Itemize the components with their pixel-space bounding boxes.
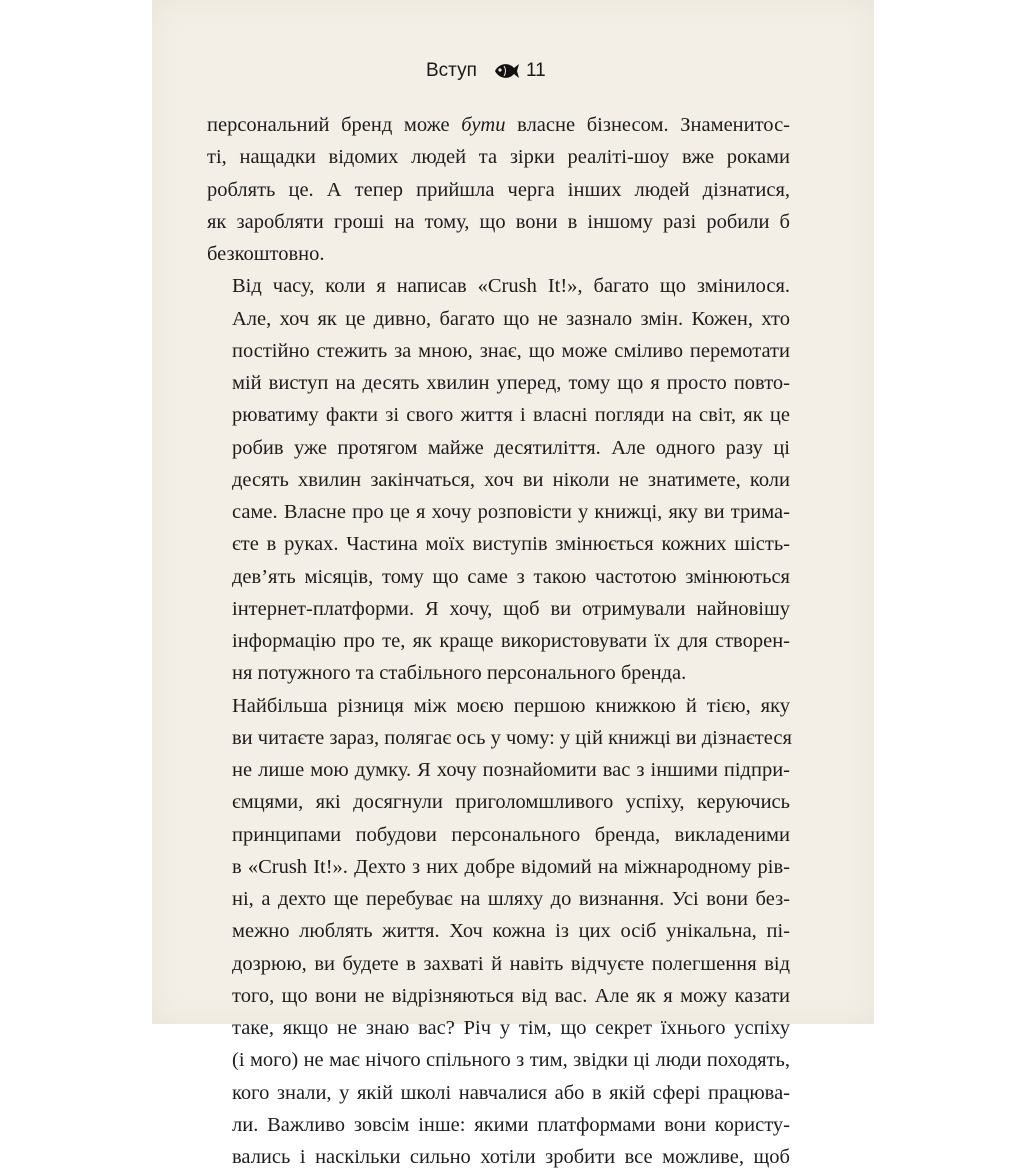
text-segment: таке, якщо не знаю вас? Річ у тім, що секрет їхнього успіху xyxy=(232,1017,790,1039)
text-segment: десять хвилин закінчаться, хоч ви ніколи не знатимете, коли xyxy=(232,469,790,491)
text-line xyxy=(207,432,790,464)
fish-icon xyxy=(492,61,520,81)
text-segment: Від часу, коли я написав «Crush It!», багато що змінилося. xyxy=(232,275,790,297)
text-segment: дозрюю, ви будете в захваті й навіть відчуєте полегшення від xyxy=(232,953,790,975)
italic-emphasis: бути xyxy=(461,114,505,136)
paragraph xyxy=(207,690,790,1173)
text-segment: ви читаєте зараз, полягає ось у чому: у цій книжці ви дізнаєтеся xyxy=(232,727,792,749)
text-segment: роблять це. А тепер прийшла черга інших людей дізнатися, xyxy=(207,179,790,201)
text-line xyxy=(207,1044,790,1076)
text-segment: як заробляти гроші на тому, що вони в іншому разі робили б xyxy=(207,211,790,233)
text-line xyxy=(207,657,790,689)
text-line xyxy=(207,496,790,528)
text-line xyxy=(207,464,790,496)
text-line xyxy=(207,1012,790,1044)
text-line xyxy=(207,367,790,399)
text-segment: дев’ять місяців, тому що саме з такою частотою змінюються xyxy=(232,566,790,588)
text-segment: ємцями, які досягнули приголомшливого успіху, керуючись xyxy=(232,791,790,813)
text-line xyxy=(207,174,790,206)
text-segment: єте в руках. Частина моїх виступів змінюється кожних шість- xyxy=(232,533,790,555)
text-segment: інтернет-платформи. Я хочу, щоб ви отримували найновішу xyxy=(232,598,790,620)
page-number: 11 xyxy=(526,56,546,86)
text-line xyxy=(207,303,790,335)
text-segment: Але, хоч як це дивно, багато що не зазнало змін. Кожен, хто xyxy=(232,308,790,330)
text-line xyxy=(207,238,790,270)
text-line xyxy=(207,786,790,818)
text-segment: того, що вони не відрізняються від вас. Але як я можу казати xyxy=(232,985,790,1007)
text-segment: робив уже протягом майже десятиліття. Але одного разу ці xyxy=(232,437,790,459)
section-title: Вступ xyxy=(426,56,477,86)
text-line xyxy=(207,754,790,786)
text-line xyxy=(207,883,790,915)
text-segment: межно люблять життя. Хоч кожна із цих осіб унікальна, пі- xyxy=(232,920,790,942)
text-line xyxy=(207,593,790,625)
text-segment: постійно стежить за мною, знає, що може сміливо перемотати xyxy=(232,340,790,362)
text-segment: ня потужного та стабільного персонального бренда. xyxy=(232,662,686,684)
text-line xyxy=(207,722,790,754)
text-line xyxy=(207,270,790,302)
paragraph xyxy=(207,270,790,689)
text-segment: (і мого) не має нічого спільного з тим, звідки ці люди походять, xyxy=(232,1049,790,1071)
text-line xyxy=(207,625,790,657)
text-segment: вались і наскільки сильно хотіли зробити все можливе, щоб xyxy=(232,1146,790,1168)
text-segment: Найбільша різниця між моєю першою книжкою й тією, яку xyxy=(232,695,790,717)
paragraph xyxy=(207,109,790,270)
text-line xyxy=(207,335,790,367)
text-line xyxy=(207,399,790,431)
text-segment: не лише мою думку. Я хочу познайомити вас з іншими підпри- xyxy=(232,759,790,781)
text-line xyxy=(207,141,790,173)
text-line xyxy=(207,915,790,947)
running-header xyxy=(152,56,874,86)
text-segment: принципами побудови персонального бренда, викладеними xyxy=(232,824,790,846)
text-line xyxy=(207,109,790,141)
text-line xyxy=(207,1077,790,1109)
text-line xyxy=(207,561,790,593)
book-page xyxy=(152,0,874,1024)
text-line xyxy=(207,819,790,851)
body-text xyxy=(207,109,790,1173)
text-segment: саме. Власне про це я хочу розповісти у книжці, яку ви трима- xyxy=(232,501,790,523)
text-line xyxy=(207,1141,790,1173)
text-segment: власне бізнесом. Знаменитос- xyxy=(506,114,791,136)
text-segment: ті, нащадки відомих людей та зірки реаліті-шоу вже роками xyxy=(207,146,790,168)
text-line xyxy=(207,980,790,1012)
text-line xyxy=(207,851,790,883)
text-line xyxy=(207,528,790,560)
text-segment: ли. Важливо зовсім інше: якими платформами вони користу- xyxy=(232,1114,790,1136)
text-line xyxy=(207,690,790,722)
text-segment: персональний бренд може xyxy=(207,114,461,136)
text-segment: рюватиму факти зі свого життя і власні погляди на світ, як це xyxy=(232,404,790,426)
text-segment: кого знали, у якій школі навчалися або в якій сфері працюва- xyxy=(232,1082,790,1104)
text-line xyxy=(207,206,790,238)
text-segment: безкоштовно. xyxy=(207,243,325,265)
text-segment: в «Crush It!». Дехто з них добре відомий на міжнародному рів- xyxy=(232,856,790,878)
text-segment: ні, а дехто ще перебуває на шляху до визнання. Усі вони без- xyxy=(232,888,790,910)
text-segment: мій виступ на десять хвилин уперед, тому що я просто повто- xyxy=(232,372,790,394)
text-line xyxy=(207,948,790,980)
text-line xyxy=(207,1109,790,1141)
text-segment: інформацію про те, як краще використовувати їх для створен- xyxy=(232,630,790,652)
